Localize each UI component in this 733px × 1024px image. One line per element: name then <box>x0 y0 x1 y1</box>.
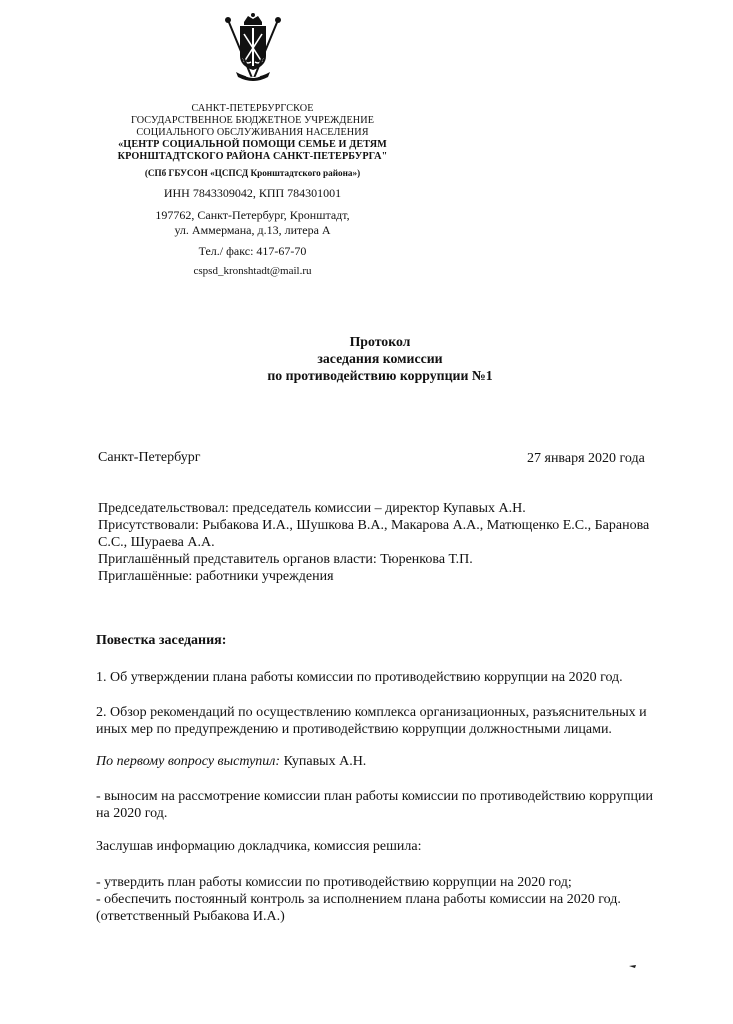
agenda-item-2 <box>96 704 696 738</box>
scan-speck <box>629 965 637 968</box>
title-line: заседания комиссии <box>317 351 443 366</box>
speech-line: на 2020 год. <box>96 806 168 821</box>
address-line-2: ул. Аммермана, д.13, литера А <box>174 223 331 237</box>
speech-text <box>96 788 696 822</box>
meeting-city: Санкт-Петербург <box>98 450 201 465</box>
address-line-1: 197762, Санкт-Петербург, Кронштадт, <box>155 208 350 222</box>
organization-short-name: (СПб ГБУСОН «ЦСПСД Кронштадтского района») <box>144 168 361 178</box>
authority-rep-line: Приглашённый представитель органов власти: Тюренкова Т.П. <box>98 552 473 567</box>
decision-line: - утвердить план работы комиссии по противодействию коррупции на 2020 год; <box>96 875 572 890</box>
org-line: КРОНШТАДТСКОГО РАЙОНА САНКТ-ПЕТЕРБУРГА" <box>117 151 388 162</box>
agenda-item-text: 2. Обзор рекомендаций по осуществлению комплекса организационных, разъяснительных и <box>96 705 647 720</box>
phone-fax: Тел./ факс: 417-67-70 <box>198 244 307 258</box>
attendance-block <box>98 500 698 585</box>
speaker-line <box>96 753 696 770</box>
chair-line: Председательствовал: председатель комиссии – директор Купавых А.Н. <box>98 501 526 516</box>
decision-intro <box>96 838 696 855</box>
decision-line: - обеспечить постоянный контроль за исполнением плана работы комиссии на 2020 год. <box>96 892 621 907</box>
inn-kpp: ИНН 7843309042, КПП 784301001 <box>163 186 342 200</box>
agenda-item-1 <box>96 669 696 686</box>
decision-line: (ответственный Рыбакова И.А.) <box>96 909 285 924</box>
speech-line: - выносим на рассмотрение комиссии план работы комиссии по противодействию коррупции <box>96 789 653 804</box>
org-line: ГОСУДАРСТВЕННОЕ БЮДЖЕТНОЕ УЧРЕЖДЕНИЕ <box>130 115 375 126</box>
title-line: по противодействию коррупции №1 <box>267 368 493 383</box>
coat-of-arms-emblem <box>222 12 284 84</box>
decision-list <box>96 874 696 925</box>
agenda-heading: Повестка заседания: <box>96 633 227 648</box>
speaker-label: По первому вопросу выступил: <box>96 754 281 769</box>
document-title <box>230 333 530 384</box>
speaker-name: Купавых А.Н. <box>280 754 367 769</box>
email-address: cspsd_kronshtadt@mail.ru <box>193 265 312 277</box>
invited-line: Приглашённые: работники учреждения <box>98 569 334 584</box>
meeting-date: 27 января 2020 года <box>527 451 645 466</box>
present-line: С.С., Шураева А.А. <box>98 535 215 550</box>
organization-name <box>100 103 405 163</box>
org-line: САНКТ-ПЕТЕРБУРГСКОЕ <box>191 103 314 114</box>
org-line: СОЦИАЛЬНОГО ОБСЛУЖИВАНИЯ НАСЕЛЕНИЯ <box>136 127 369 138</box>
org-line: «ЦЕНТР СОЦИАЛЬНОЙ ПОМОЩИ СЕМЬЕ И ДЕТЯМ <box>118 139 387 150</box>
present-line: Присутствовали: Рыбакова И.А., Шушкова В.А., Макарова А.А., Матющенко Е.С., Баранова <box>98 518 650 533</box>
agenda-item-text: 1. Об утверждении плана работы комиссии по противодействию коррупции на 2020 год. <box>96 670 623 685</box>
agenda-item-text: иных мер по предупреждению и противодействию коррупции должностными лицами. <box>96 722 612 737</box>
title-line: Протокол <box>349 334 411 349</box>
decision-intro-text: Заслушав информацию докладчика, комиссия решила: <box>96 839 422 854</box>
